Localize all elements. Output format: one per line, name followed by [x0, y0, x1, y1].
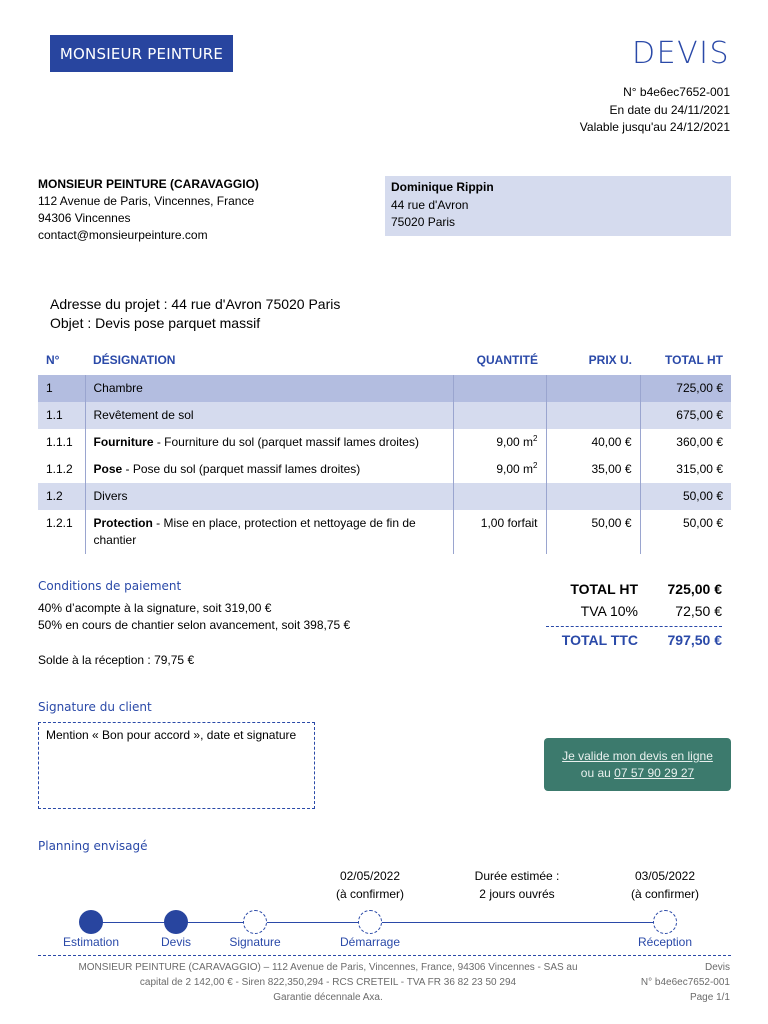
timeline-step-label: Réception: [637, 935, 693, 949]
planning-duration: [475, 867, 560, 903]
row-quantity: [453, 456, 546, 483]
row-qty-value: 9,00 m: [496, 435, 534, 449]
issuer-email[interactable]: contact@monsieurpeinture.com: [38, 228, 208, 242]
table-header-row: [38, 345, 731, 375]
table-row: [38, 429, 731, 456]
totals-divider: [546, 626, 722, 627]
quote-date: En date du 24/11/2021: [609, 102, 730, 117]
row-label: Pose: [93, 462, 123, 476]
issuer-address: 112 Avenue de Paris, Vincennes, France: [38, 194, 255, 208]
total-ht-row: [540, 578, 722, 600]
planning-start: [336, 867, 404, 903]
row-unit-price: [546, 483, 640, 510]
document-type-title: DEVIS: [632, 36, 730, 71]
row-designation: [85, 456, 453, 483]
row-quantity: [453, 510, 546, 554]
tva-label: TVA 10%: [580, 603, 638, 619]
row-num: 1.2: [38, 483, 85, 510]
phone-prefix: ou au: [580, 765, 615, 780]
row-unit-price: [546, 375, 640, 402]
payment-conditions-title: Conditions de paiement: [38, 579, 182, 593]
header-total: TOTAL HT: [665, 353, 723, 367]
row-num: 1: [38, 375, 85, 402]
row-quantity: [453, 375, 546, 402]
validate-online-button[interactable]: [544, 738, 731, 791]
row-detail: - Fourniture du sol (parquet massif lames droites): [153, 435, 419, 449]
tva-value: 72,50 €: [675, 603, 722, 619]
footer-doc-type: Devis: [704, 962, 730, 973]
project-address: Adresse du projet : 44 rue d'Avron 75020 Paris: [50, 296, 341, 312]
header-unit-price: PRIX U.: [588, 353, 632, 367]
issuer-block: [38, 176, 259, 244]
footer-line: capital de 2 142,00 € - Siren 822,350,294 - RCS CRETEIL - TVA FR 36 82 23 50 294: [139, 977, 517, 988]
timeline-dot-signature: [243, 910, 267, 934]
row-quantity: [453, 483, 546, 510]
footer-doc-info: [641, 960, 730, 1005]
issuer-name: MONSIEUR PEINTURE (CARAVAGGIO): [38, 177, 259, 191]
row-detail: - Pose du sol (parquet massif lames droites): [122, 462, 361, 476]
planning-start-note: (à confirmer): [335, 887, 405, 901]
row-total: 675,00 €: [640, 402, 731, 429]
header-quantity: QUANTITÉ: [476, 353, 538, 367]
row-label: Divers: [93, 489, 128, 503]
row-num: 1.1.2: [46, 462, 73, 476]
row-total: 50,00 €: [640, 483, 731, 510]
timeline-dot-devis: [164, 910, 188, 934]
client-block: [385, 176, 731, 236]
client-name: Dominique Rippin: [391, 180, 494, 194]
footer-doc-number: N° b4e6ec7652-001: [640, 977, 730, 988]
project-object: Objet : Devis pose parquet massif: [50, 315, 261, 331]
total-ttc-row: [540, 629, 722, 651]
row-total: 315,00 €: [640, 456, 731, 483]
row-unit-price: 50,00 €: [546, 510, 640, 554]
timeline-step-label: Démarrage: [339, 935, 401, 949]
planning-start-date: 02/05/2022: [339, 869, 401, 883]
footer-line: MONSIEUR PEINTURE (CARAVAGGIO) – 112 Avenue de Paris, Vincennes, France, 94306 Vincennes - SAS au: [78, 962, 578, 973]
validate-phone-line: [581, 765, 694, 782]
total-ttc-label: TOTAL TTC: [561, 632, 638, 648]
planning-end-date: 03/05/2022: [634, 869, 696, 883]
row-total: 725,00 €: [640, 375, 731, 402]
signature-mention: Mention « Bon pour accord », date et signature: [46, 728, 297, 742]
quote-number: N° b4e6ec7652-001: [623, 85, 730, 99]
payment-balance: Solde à la réception : 79,75 €: [38, 653, 195, 667]
row-unit-price: [546, 402, 640, 429]
project-info: [50, 295, 340, 333]
row-label: Revêtement de sol: [93, 408, 194, 422]
total-ht-value: 725,00 €: [667, 581, 722, 597]
table-row: [38, 510, 731, 554]
row-num: 1.2.1: [46, 516, 73, 530]
total-ttc-value: 797,50 €: [667, 632, 722, 648]
table-row: [38, 375, 731, 402]
client-city: 75020 Paris: [391, 215, 456, 229]
row-qty-value: 1,00 forfait: [480, 516, 538, 530]
timeline-step-label: Estimation: [62, 935, 120, 949]
quote-table: [38, 345, 731, 554]
row-num: 1.1.1: [46, 435, 73, 449]
planning-duration-value: 2 jours ouvrés: [479, 887, 555, 901]
total-ht-label: TOTAL HT: [570, 581, 638, 597]
header-designation: DÉSIGNATION: [93, 353, 176, 367]
client-address: 44 rue d'Avron: [391, 197, 469, 212]
row-label: Chambre: [93, 381, 143, 395]
timeline-step-label: Signature: [229, 935, 281, 949]
planning-end: [631, 867, 699, 903]
row-designation: [85, 375, 453, 402]
row-designation: [85, 402, 453, 429]
table-row: [38, 456, 731, 483]
payment-progress: 50% en cours de chantier selon avancement, soit 398,75 €: [38, 618, 351, 632]
payment-conditions: [38, 600, 350, 634]
row-num: 1.1: [38, 402, 85, 429]
timeline-dot-estimation: [79, 910, 103, 934]
company-logo: MONSIEUR PEINTURE: [50, 35, 233, 72]
row-unit-price: 35,00 €: [546, 456, 640, 483]
signature-box[interactable]: [38, 722, 315, 809]
page-footer: [38, 960, 618, 1005]
row-qty-unit-exp: 2: [533, 461, 538, 470]
row-detail: - Mise en place, protection et nettoyage de fin de chantier: [93, 516, 416, 547]
row-designation: [85, 483, 453, 510]
row-quantity: [453, 402, 546, 429]
table-row: [38, 402, 731, 429]
footer-line: Garantie décennale Axa.: [273, 992, 383, 1003]
quote-valid-until: Valable jusqu'au 24/12/2021: [579, 120, 730, 134]
timeline-step-label: Devis: [160, 935, 192, 949]
table-row: [38, 483, 731, 510]
row-designation: [85, 510, 453, 554]
payment-deposit: 40% d’acompte à la signature, soit 319,00 €: [38, 601, 272, 615]
issuer-city: 94306 Vincennes: [38, 211, 131, 225]
planning-title: Planning envisagé: [38, 839, 148, 853]
row-label: Protection: [93, 516, 153, 530]
row-designation: [85, 429, 453, 456]
row-unit-price: 40,00 €: [546, 429, 640, 456]
document-meta: [580, 84, 730, 137]
row-qty-unit-exp: 2: [533, 434, 538, 443]
row-total: 360,00 €: [640, 429, 731, 456]
row-qty-value: 9,00 m: [496, 462, 534, 476]
totals-block: [540, 578, 722, 651]
timeline-dot-reception: [653, 910, 677, 934]
planning-duration-label: Durée estimée :: [474, 869, 560, 883]
timeline-dot-demarrage: [358, 910, 382, 934]
row-label: Fourniture: [93, 435, 154, 449]
phone-link[interactable]: 07 57 90 29 27: [614, 765, 695, 780]
validate-online-link[interactable]: Je valide mon devis en ligne: [562, 748, 713, 763]
planning-divider: [38, 955, 731, 956]
signature-title: Signature du client: [38, 700, 152, 714]
footer-page-number: Page 1/1: [689, 992, 730, 1003]
planning-end-note: (à confirmer): [630, 887, 700, 901]
header-num: N°: [46, 353, 60, 367]
row-quantity: [453, 429, 546, 456]
tva-row: [540, 600, 722, 622]
row-total: 50,00 €: [640, 510, 731, 554]
